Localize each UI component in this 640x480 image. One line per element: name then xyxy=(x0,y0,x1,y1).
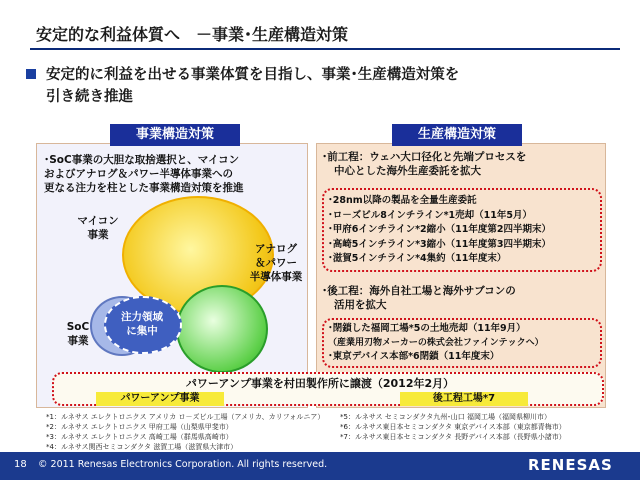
analog-power-label: アナログ ＆パワー 半導体事業 xyxy=(249,243,303,283)
business-text-line-3: 更なる注力を柱とした事業構造対策を推進 xyxy=(44,182,244,194)
square-bullet-icon xyxy=(26,69,36,79)
title-divider xyxy=(30,48,620,50)
renesas-logo: RENESAS xyxy=(528,456,613,474)
front-end-text xyxy=(322,150,602,178)
micon-label: マイコン 事業 xyxy=(77,215,119,241)
footnote: *2：ルネサス エレクトロニクス 甲府工場（山梨県甲斐市） xyxy=(46,423,233,431)
back-end-line-1: ･後工程：海外自社工場と海外サブコンの xyxy=(322,285,516,297)
back-end-item: （産業用刃物メーカーの株式会社ファインテックへ） xyxy=(328,338,544,348)
lead-line-2: 引き続き推進 xyxy=(46,89,133,105)
footnote: *4：ルネサス関西セミコンダクタ 滋賀工場（滋賀県大津市） xyxy=(46,443,238,451)
business-text-line-1: ･SoC事業の大胆な取捨選択と、マイコン xyxy=(44,154,240,166)
copyright-text: © 2011 Renesas Electronics Corporation. All rights reserved. xyxy=(38,459,328,470)
front-end-item: ･甲府6インチライン*2縮小（11年度第2四半期末） xyxy=(328,224,551,235)
transfer-text: パワーアンプ事業を村田製作所に譲渡（2012年2月） xyxy=(185,377,455,390)
lead-text xyxy=(46,64,459,108)
back-end-text xyxy=(322,284,602,312)
slide-title: 安定的な利益体質へ －事業･生産構造対策 xyxy=(36,25,349,44)
focus-area-label: 注力領域 に集中 xyxy=(121,311,163,337)
front-end-line-1: ･前工程：ウェハ大口径化と先端プロセスを xyxy=(322,151,527,163)
front-end-item: ･28nm以降の製品を全量生産委託 xyxy=(328,195,477,206)
page-number: 18 xyxy=(14,459,27,470)
production-structure-header: 生産構造対策 xyxy=(392,124,522,146)
front-end-line-2: 中心とした海外生産委託を拡大 xyxy=(334,165,481,177)
footnote: *7：ルネサス東日本セミコンダクタ 長野デバイス本部（長野県小諸市） xyxy=(340,433,566,441)
analog-power-circle xyxy=(176,285,268,373)
business-text-line-2: およびアナログ＆パワー半導体事業への xyxy=(44,168,233,180)
business-structure-header: 事業構造対策 xyxy=(110,124,240,146)
footnotes-left xyxy=(46,412,324,452)
back-end-line-2: 活用を拡大 xyxy=(334,299,387,311)
business-structure-text xyxy=(44,153,306,195)
soc-label: SoC 事業 xyxy=(66,321,90,347)
front-end-item: ･ロ－ズビル8インチライン*1売却（11年5月） xyxy=(328,209,532,221)
back-end-details xyxy=(328,322,598,364)
lead-line-1: 安定的に利益を出せる事業体質を目指し、事業･生産構造対策を xyxy=(46,67,460,83)
footnote: *5：ルネサス セミコンダクタ九州･山口 福岡工場（福岡県柳川市） xyxy=(340,413,551,421)
footnotes-right xyxy=(340,412,566,442)
front-end-details xyxy=(328,194,598,267)
production-structure-panel xyxy=(316,143,606,408)
back-end-item: ･東京デバイス本部*6閉鎖（11年度末） xyxy=(328,351,500,362)
footnote: *1：ルネサス エレクトロニクス アメリカ ロ－ズビル工場（アメリカ、カリフォルニア） xyxy=(46,413,325,421)
front-end-item: ･滋賀5インチライン*4集約（11年度末） xyxy=(328,253,507,264)
footnote: *3：ルネサス エレクトロニクス 高崎工場（群馬県高崎市） xyxy=(46,433,233,441)
back-end-item: ･閉鎖した福岡工場*5の土地売却（11年9月） xyxy=(328,323,526,334)
back-end-factory-tag: 後工程工場*7 xyxy=(400,392,528,406)
front-end-item: ･高崎5インチライン*3縮小（11年度第3四半期末） xyxy=(328,238,551,250)
footnote: *6：ルネサス東日本セミコンダクタ 東京デバイス本部（東京都青梅市） xyxy=(340,423,566,431)
power-amp-tag: パワーアンプ事業 xyxy=(96,392,224,406)
